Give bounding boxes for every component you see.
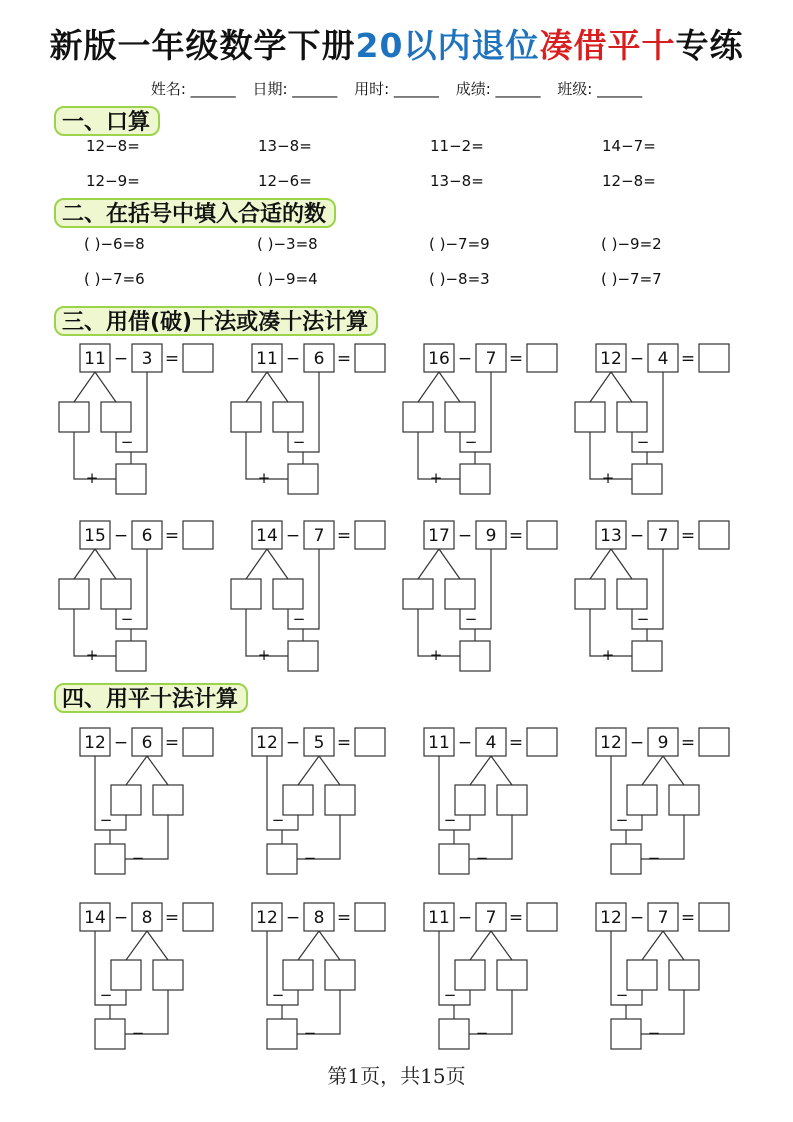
- result-blank[interactable]: [267, 844, 297, 874]
- title-part-4: 专练: [675, 26, 744, 65]
- minuend-value: 11: [428, 733, 450, 753]
- plus-sign: +: [429, 646, 443, 664]
- minuend-value: 12: [600, 349, 622, 369]
- answer-blank[interactable]: [355, 344, 385, 372]
- equals-sign: =: [336, 526, 352, 546]
- minus-sign: −: [113, 349, 129, 369]
- minuend-value: 17: [428, 526, 450, 546]
- split-blank[interactable]: [403, 402, 433, 432]
- split-blank[interactable]: [669, 785, 699, 815]
- minus-sign: −: [629, 349, 645, 369]
- score-field[interactable]: 成绩: ______: [455, 80, 541, 98]
- branch-line: [298, 756, 319, 785]
- subtrahend-value: 5: [313, 733, 325, 753]
- branch-line: [147, 931, 168, 960]
- minus-sign: −: [271, 811, 285, 829]
- branch-line: [267, 372, 288, 402]
- minus-sign: −: [285, 526, 301, 546]
- connector-line: [131, 549, 147, 629]
- fill-blank-problem[interactable]: ( )−6=8: [84, 235, 145, 253]
- plus-sign: +: [85, 646, 99, 664]
- split-blank[interactable]: [627, 960, 657, 990]
- split-blank[interactable]: [231, 579, 261, 609]
- oral-problem: 11−2=: [430, 137, 484, 155]
- answer-blank[interactable]: [699, 344, 729, 372]
- split-blank[interactable]: [273, 402, 303, 432]
- subtrahend-value: 4: [657, 349, 669, 369]
- minus-sign: −: [131, 1024, 145, 1042]
- branch-line: [267, 549, 288, 579]
- plus-sign: +: [601, 646, 615, 664]
- branch-line: [319, 756, 340, 785]
- minus-sign: −: [120, 610, 134, 628]
- subtrahend-value: 7: [313, 526, 325, 546]
- answer-blank[interactable]: [527, 344, 557, 372]
- split-blank[interactable]: [59, 402, 89, 432]
- minus-sign: −: [457, 733, 473, 753]
- branch-line: [418, 549, 439, 579]
- subtrahend-value: 8: [313, 908, 325, 928]
- section-1-heading: 一、口算: [54, 106, 160, 136]
- name-field[interactable]: 姓名: ______: [150, 80, 236, 98]
- equals-sign: =: [508, 733, 524, 753]
- result-blank[interactable]: [460, 464, 490, 494]
- minus-sign: −: [303, 849, 317, 867]
- minus-sign: −: [303, 1024, 317, 1042]
- minuend-value: 12: [84, 733, 106, 753]
- minus-sign: −: [464, 610, 478, 628]
- subtrahend-value: 7: [657, 908, 669, 928]
- branch-line: [126, 756, 147, 785]
- section-2-heading: 二、在括号中填入合适的数: [54, 198, 336, 228]
- minus-sign: −: [464, 433, 478, 451]
- connector-line: [647, 372, 663, 452]
- page-footer: 第1页，共15页: [327, 1064, 466, 1088]
- equals-sign: =: [680, 349, 696, 369]
- branch-line: [95, 549, 116, 579]
- minus-sign: −: [615, 986, 629, 1004]
- result-blank[interactable]: [288, 641, 318, 671]
- minuend-value: 12: [256, 908, 278, 928]
- result-blank[interactable]: [267, 1019, 297, 1049]
- minus-sign: −: [647, 849, 661, 867]
- subtrahend-value: 8: [141, 908, 153, 928]
- branch-line: [439, 549, 460, 579]
- answer-blank[interactable]: [183, 903, 213, 931]
- branch-line: [147, 756, 168, 785]
- subtrahend-value: 4: [485, 733, 497, 753]
- branch-line: [642, 756, 663, 785]
- split-blank[interactable]: [497, 785, 527, 815]
- answer-blank[interactable]: [355, 903, 385, 931]
- class-field[interactable]: 班级: ______: [557, 80, 643, 98]
- minus-sign: −: [292, 610, 306, 628]
- split-blank[interactable]: [575, 402, 605, 432]
- equals-sign: =: [164, 908, 180, 928]
- minus-sign: −: [443, 986, 457, 1004]
- equals-sign: =: [680, 526, 696, 546]
- plus-sign: +: [429, 469, 443, 487]
- split-blank[interactable]: [617, 402, 647, 432]
- answer-blank[interactable]: [183, 344, 213, 372]
- minus-sign: −: [285, 349, 301, 369]
- fill-blank-problem[interactable]: ( )−9=2: [601, 235, 662, 253]
- oral-problem: 12−9=: [86, 172, 140, 190]
- result-blank[interactable]: [288, 464, 318, 494]
- split-blank[interactable]: [669, 960, 699, 990]
- minus-sign: −: [113, 733, 129, 753]
- result-blank[interactable]: [116, 641, 146, 671]
- equals-sign: =: [164, 733, 180, 753]
- minus-sign: −: [292, 433, 306, 451]
- minus-sign: −: [285, 733, 301, 753]
- branch-line: [246, 549, 267, 579]
- plus-sign: +: [601, 469, 615, 487]
- split-blank[interactable]: [283, 785, 313, 815]
- answer-blank[interactable]: [183, 521, 213, 549]
- minus-sign: −: [113, 908, 129, 928]
- minus-sign: −: [636, 610, 650, 628]
- date-field[interactable]: 日期: ______: [252, 80, 338, 98]
- subtrahend-value: 6: [141, 733, 153, 753]
- minus-sign: −: [475, 849, 489, 867]
- equals-sign: =: [336, 733, 352, 753]
- branch-line: [470, 931, 491, 960]
- branch-line: [663, 756, 684, 785]
- split-blank[interactable]: [455, 960, 485, 990]
- split-blank[interactable]: [617, 579, 647, 609]
- title-part-2: 20以内退位: [355, 26, 540, 65]
- split-blank[interactable]: [273, 579, 303, 609]
- split-blank[interactable]: [59, 579, 89, 609]
- subtrahend-value: 6: [141, 526, 153, 546]
- section-3-heading: 三、用借(破)十法或凑十法计算: [54, 306, 378, 336]
- minuend-value: 12: [256, 733, 278, 753]
- minus-sign: −: [629, 733, 645, 753]
- minus-sign: −: [457, 526, 473, 546]
- branch-line: [611, 549, 632, 579]
- split-blank[interactable]: [153, 960, 183, 990]
- result-blank[interactable]: [632, 464, 662, 494]
- equals-sign: =: [336, 908, 352, 928]
- split-blank[interactable]: [575, 579, 605, 609]
- time-field[interactable]: 用时: ______: [354, 80, 439, 98]
- minus-sign: −: [647, 1024, 661, 1042]
- answer-blank[interactable]: [699, 903, 729, 931]
- minuend-value: 15: [84, 526, 106, 546]
- equals-sign: =: [680, 908, 696, 928]
- branch-line: [611, 372, 632, 402]
- connector-line: [475, 549, 491, 629]
- minus-sign: −: [131, 849, 145, 867]
- minuend-value: 16: [428, 349, 450, 369]
- oral-problem: 13−8=: [430, 172, 484, 190]
- minus-sign: −: [457, 349, 473, 369]
- result-blank[interactable]: [116, 464, 146, 494]
- fill-blank-problem[interactable]: ( )−8=3: [429, 270, 490, 288]
- answer-blank[interactable]: [355, 728, 385, 756]
- branch-line: [439, 372, 460, 402]
- minus-sign: −: [285, 908, 301, 928]
- branch-line: [663, 931, 684, 960]
- equals-sign: =: [164, 526, 180, 546]
- result-blank[interactable]: [611, 1019, 641, 1049]
- answer-blank[interactable]: [183, 728, 213, 756]
- minuend-value: 11: [84, 349, 106, 369]
- equals-sign: =: [164, 349, 180, 369]
- fill-blank-problem[interactable]: ( )−7=9: [429, 235, 490, 253]
- result-blank[interactable]: [95, 844, 125, 874]
- title-part-3: 凑借平十: [539, 26, 676, 65]
- split-blank[interactable]: [101, 402, 131, 432]
- equals-sign: =: [336, 349, 352, 369]
- subtrahend-value: 3: [141, 349, 153, 369]
- branch-line: [74, 549, 95, 579]
- subtrahend-value: 9: [657, 733, 669, 753]
- answer-blank[interactable]: [527, 521, 557, 549]
- minus-sign: −: [629, 908, 645, 928]
- minus-sign: −: [120, 433, 134, 451]
- split-blank[interactable]: [445, 579, 475, 609]
- minuend-value: 13: [600, 526, 622, 546]
- answer-blank[interactable]: [699, 521, 729, 549]
- section-4-heading: 四、用平十法计算: [54, 683, 248, 713]
- oral-problem: 12−8=: [86, 137, 140, 155]
- branch-line: [319, 931, 340, 960]
- fill-blank-problem[interactable]: ( )−7=7: [601, 270, 662, 288]
- minuend-value: 12: [600, 908, 622, 928]
- split-blank[interactable]: [403, 579, 433, 609]
- connector-line: [303, 549, 319, 629]
- answer-blank[interactable]: [355, 521, 385, 549]
- result-blank[interactable]: [439, 1019, 469, 1049]
- branch-line: [590, 549, 611, 579]
- branch-line: [418, 372, 439, 402]
- plus-sign: +: [85, 469, 99, 487]
- equals-sign: =: [508, 526, 524, 546]
- answer-blank[interactable]: [527, 728, 557, 756]
- split-blank[interactable]: [101, 579, 131, 609]
- branch-line: [590, 372, 611, 402]
- subtrahend-value: 7: [485, 908, 497, 928]
- split-blank[interactable]: [627, 785, 657, 815]
- equals-sign: =: [680, 733, 696, 753]
- oral-problem: 12−8=: [602, 172, 656, 190]
- fill-blank-problem[interactable]: ( )−7=6: [84, 270, 145, 288]
- answer-blank[interactable]: [699, 728, 729, 756]
- minus-sign: −: [615, 811, 629, 829]
- fill-blank-problem[interactable]: ( )−9=4: [257, 270, 318, 288]
- split-blank[interactable]: [283, 960, 313, 990]
- equals-sign: =: [508, 908, 524, 928]
- subtrahend-value: 7: [485, 349, 497, 369]
- split-blank[interactable]: [231, 402, 261, 432]
- branch-line: [246, 372, 267, 402]
- minuend-value: 12: [600, 733, 622, 753]
- minuend-value: 11: [256, 349, 278, 369]
- oral-problem: 12−6=: [258, 172, 312, 190]
- branch-line: [642, 931, 663, 960]
- minus-sign: −: [629, 526, 645, 546]
- result-blank[interactable]: [439, 844, 469, 874]
- split-blank[interactable]: [497, 960, 527, 990]
- branch-line: [470, 756, 491, 785]
- result-blank[interactable]: [611, 844, 641, 874]
- subtrahend-value: 9: [485, 526, 497, 546]
- fill-blank-problem[interactable]: ( )−3=8: [257, 235, 318, 253]
- branch-line: [95, 372, 116, 402]
- split-blank[interactable]: [455, 785, 485, 815]
- minus-sign: −: [457, 908, 473, 928]
- split-blank[interactable]: [153, 785, 183, 815]
- title-part-1: 新版一年级数学下册: [49, 26, 356, 65]
- split-blank[interactable]: [325, 785, 355, 815]
- branch-line: [298, 931, 319, 960]
- connector-line: [303, 372, 319, 452]
- split-blank[interactable]: [445, 402, 475, 432]
- branch-line: [491, 931, 512, 960]
- plus-sign: +: [257, 646, 271, 664]
- connector-line: [475, 372, 491, 452]
- minus-sign: −: [636, 433, 650, 451]
- minus-sign: −: [113, 526, 129, 546]
- connector-line: [131, 372, 147, 452]
- subtrahend-value: 7: [657, 526, 669, 546]
- branch-line: [74, 372, 95, 402]
- minus-sign: −: [475, 1024, 489, 1042]
- minuend-value: 14: [256, 526, 278, 546]
- minus-sign: −: [99, 811, 113, 829]
- connector-line: [647, 549, 663, 629]
- result-blank[interactable]: [632, 641, 662, 671]
- answer-blank[interactable]: [527, 903, 557, 931]
- plus-sign: +: [257, 469, 271, 487]
- minuend-value: 11: [428, 908, 450, 928]
- result-blank[interactable]: [95, 1019, 125, 1049]
- branch-line: [491, 756, 512, 785]
- split-blank[interactable]: [325, 960, 355, 990]
- equals-sign: =: [508, 349, 524, 369]
- minus-sign: −: [443, 811, 457, 829]
- split-blank[interactable]: [111, 960, 141, 990]
- subtrahend-value: 6: [313, 349, 325, 369]
- minus-sign: −: [271, 986, 285, 1004]
- minuend-value: 14: [84, 908, 106, 928]
- split-blank[interactable]: [111, 785, 141, 815]
- branch-line: [126, 931, 147, 960]
- minus-sign: −: [99, 986, 113, 1004]
- oral-problem: 13−8=: [258, 137, 312, 155]
- result-blank[interactable]: [460, 641, 490, 671]
- oral-problem: 14−7=: [602, 137, 656, 155]
